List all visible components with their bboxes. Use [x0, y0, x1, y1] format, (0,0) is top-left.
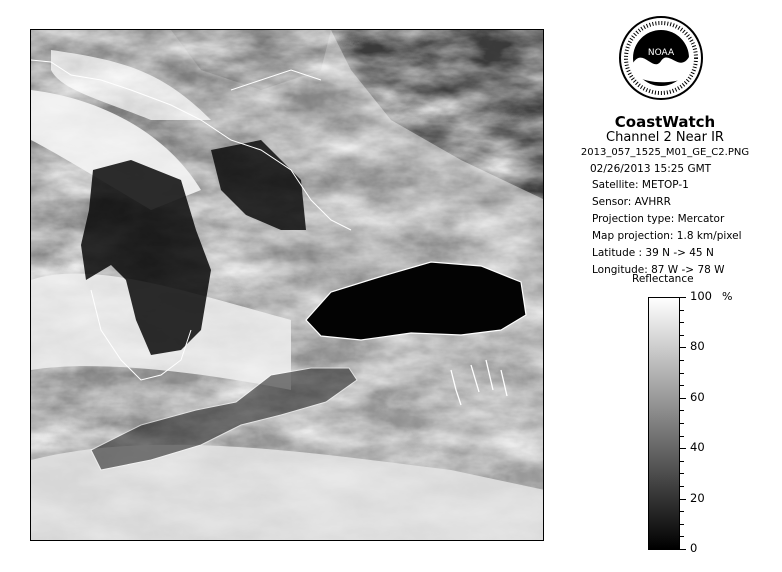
colorbar-tick — [680, 511, 684, 512]
colorbar-tick — [680, 385, 684, 386]
longitude-label: Longitude: 87 W -> 78 W — [592, 264, 725, 276]
legend-title: Reflectance — [632, 273, 694, 285]
colorbar-tick — [680, 448, 686, 449]
channel-label: Channel 2 Near IR — [606, 130, 724, 145]
colorbar-tick-label: 0 — [690, 541, 698, 555]
colorbar-tick-label: 80 — [690, 339, 705, 354]
colorbar-tick — [680, 347, 686, 348]
colorbar-tick — [680, 398, 686, 399]
datetime-label: 02/26/2013 15:25 GMT — [590, 163, 712, 175]
colorbar-tick — [680, 297, 686, 298]
colorbar-tick — [680, 536, 684, 537]
colorbar-tick — [680, 335, 684, 336]
colorbar-tick-label: 40 — [690, 440, 705, 455]
sensor-label: Sensor: AVHRR — [592, 196, 671, 208]
product-title: CoastWatch — [614, 113, 716, 131]
noaa-logo-text: NOAA — [647, 48, 675, 58]
projection-type-label: Projection type: Mercator — [592, 213, 725, 225]
colorbar-tick — [680, 310, 684, 311]
colorbar-tick — [680, 410, 684, 411]
colorbar-tick-label: 60 — [690, 389, 705, 404]
colorbar-tick — [680, 436, 684, 437]
satellite-image — [30, 29, 544, 541]
colorbar-tick — [680, 524, 684, 525]
colorbar-tick — [680, 373, 684, 374]
colorbar-tick — [680, 473, 684, 474]
map-projection-label: Map projection: 1.8 km/pixel — [592, 230, 742, 242]
colorbar-tick — [680, 423, 684, 424]
satellite-label: Satellite: METOP-1 — [592, 179, 689, 191]
colorbar-tick-label: 20 — [690, 490, 705, 505]
noaa-logo-icon — [618, 15, 704, 101]
filename-label: 2013_057_1525_M01_GE_C2.PNG — [580, 147, 750, 158]
satellite-scene — [31, 30, 544, 541]
latitude-label: Latitude : 39 N -> 45 N — [592, 247, 714, 259]
legend-unit: % — [722, 290, 733, 303]
colorbar-tick — [680, 322, 684, 323]
reflectance-colorbar — [648, 297, 680, 550]
colorbar-tick — [680, 486, 684, 487]
colorbar-tick — [680, 461, 684, 462]
colorbar-tick — [680, 549, 686, 550]
colorbar-tick — [680, 360, 684, 361]
colorbar-tick — [680, 499, 686, 500]
colorbar-tick-label: 100 — [690, 289, 712, 303]
